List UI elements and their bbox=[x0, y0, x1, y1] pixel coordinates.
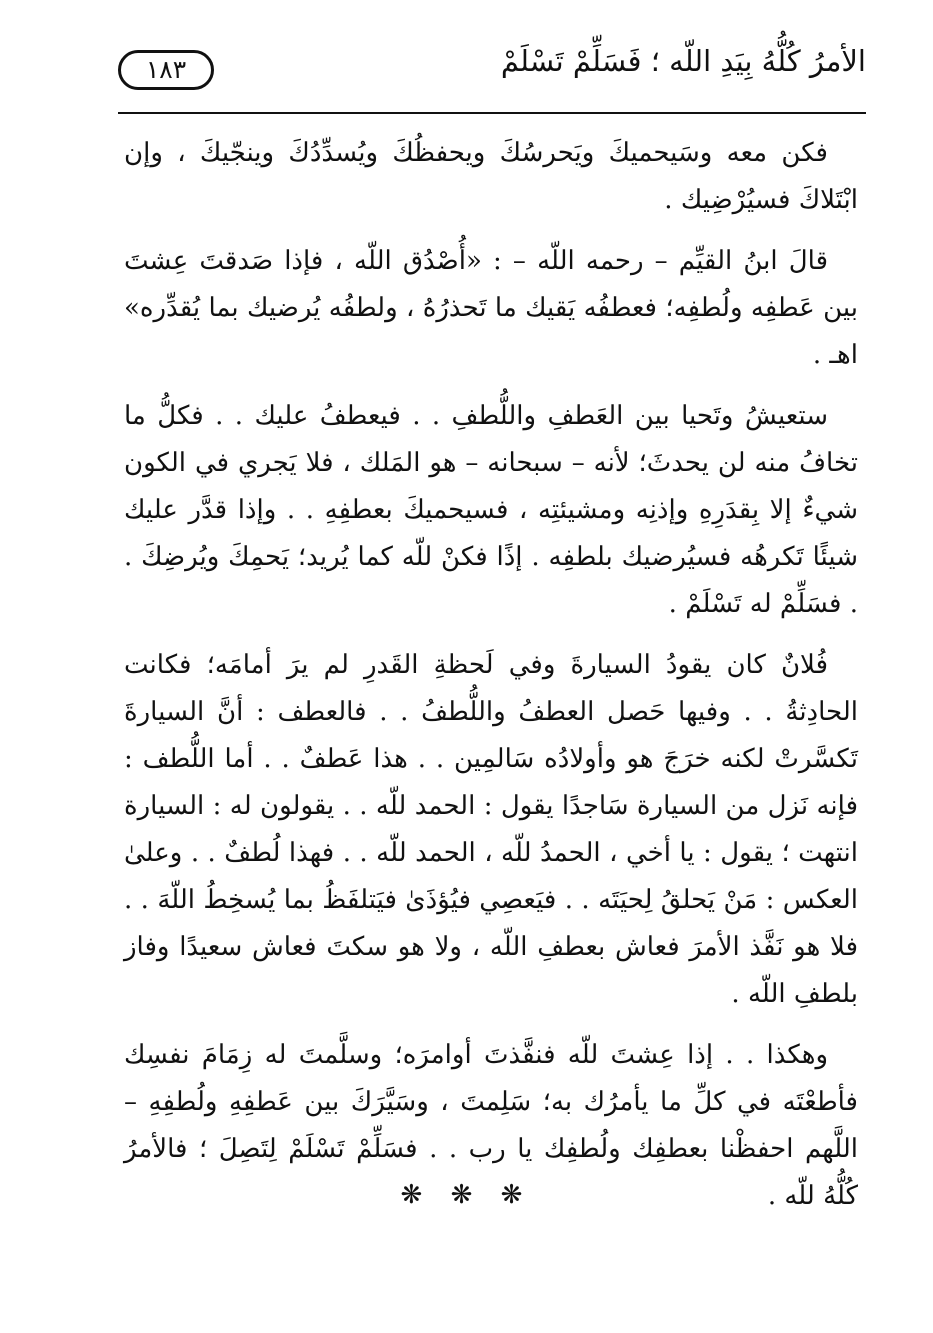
paragraph-2: قالَ ابنُ القيِّم – رحمه اللّه – : «أُصْدُق اللّه ، فإذا صَدقتَ عِشتَ بين عَطفِه ولُطفِه؛ فعطفُه يَقيك ما تَحذرُهُ ، ولطفُه يُرضيك بما يُقدِّره» اهـ . bbox=[124, 246, 858, 370]
paragraph-5: وهكذا . . إذا عِشتَ للّه فنفَّذتَ أوامرَه؛ وسلَّمتَ له زِمَامَ نفسِك فأطعْتَه في كلِّ ما يأمرُك به؛ سَلِمتَ ، وسَيَّرَكَ بين عَطفِهِ ولُطفِهِ – اللَّهم احفظْنا بعطفِك ولُطفِك يا رب . . فسَلِّمْ تَسْلَمْ لِتَصِلَ ؛ فالأمرُ كُلُّهُ للّه . bbox=[124, 1040, 858, 1211]
paragraph-1: فكن معه وسَيحميكَ ويَحرسُكَ ويحفظُكَ ويُسدِّدُكَ وينجّيكَ ، وإن ابْتَلاكَ فسيُرْضِيك . bbox=[124, 138, 858, 215]
section-separator: ❋ ❋ ❋ bbox=[400, 1180, 533, 1210]
running-title: الأمرُ كُلُّهُ بِيَدِ اللّه ؛ فَسَلِّمْ تَسْلَمْ bbox=[500, 44, 866, 78]
page-body bbox=[124, 130, 858, 1234]
header-rule bbox=[118, 112, 866, 114]
paragraph-3: ستعيشُ وتَحيا بين العَطفِ واللُّطفِ . . فيعطفُ عليك . . فكلُّ ما تخافُ منه لن يحدثَ؛ لأنه – سبحانه – هو المَلك ، فلا يَجري في الكون شيءٌ إلا بِقدَرِهِ وإذنِه ومشيئتِه ، فسيحميكَ بعطفِهِ . . وإذا قدَّر عليك شيئًا تَكرهُه فسيُرضيك بلطفِه . إذًا فكنْ للّه كما يُريد؛ يَحمِكَ ويُرضِكَ . . فسَلِّمْ له تَسْلَمْ . bbox=[124, 401, 858, 619]
paragraph-4: فُلانٌ كان يقودُ السيارةَ وفي لَحظةِ القَدرِ لم يرَ أمامَه؛ فكانت الحادِثةُ . . وفيها حَصل العطفُ واللُّطفُ . . فالعطف : أنَّ السيارةَ تَكسَّرتْ لكنه خرَجَ هو وأولادُه سَالمِين . . هذا عَطفٌ . . أما اللُّطف : فإنه نَزل من السيارة سَاجدًا يقول : الحمد للّه . . يقولون له : السيارة انتهت ؛ يقول : يا أخي ، الحمدُ للّه ، الحمد للّه . . فهذا لُطفٌ . . وعلىٰ العكس : مَنْ يَحلقُ لِحيَتَه . . فيَعصِي فيُؤذَىٰ فيَتلفَظُ بما يُسخِطُ اللّهَ . . فلا هو نَفَّذ الأمرَ فعاش بعطفِ اللّه ، ولا هو سكتَ فعاش سعيدًا وفاز بلطفِ اللّه . bbox=[124, 650, 858, 1009]
page-header bbox=[118, 38, 866, 108]
page-number-badge: ١٨٣ bbox=[118, 50, 214, 90]
